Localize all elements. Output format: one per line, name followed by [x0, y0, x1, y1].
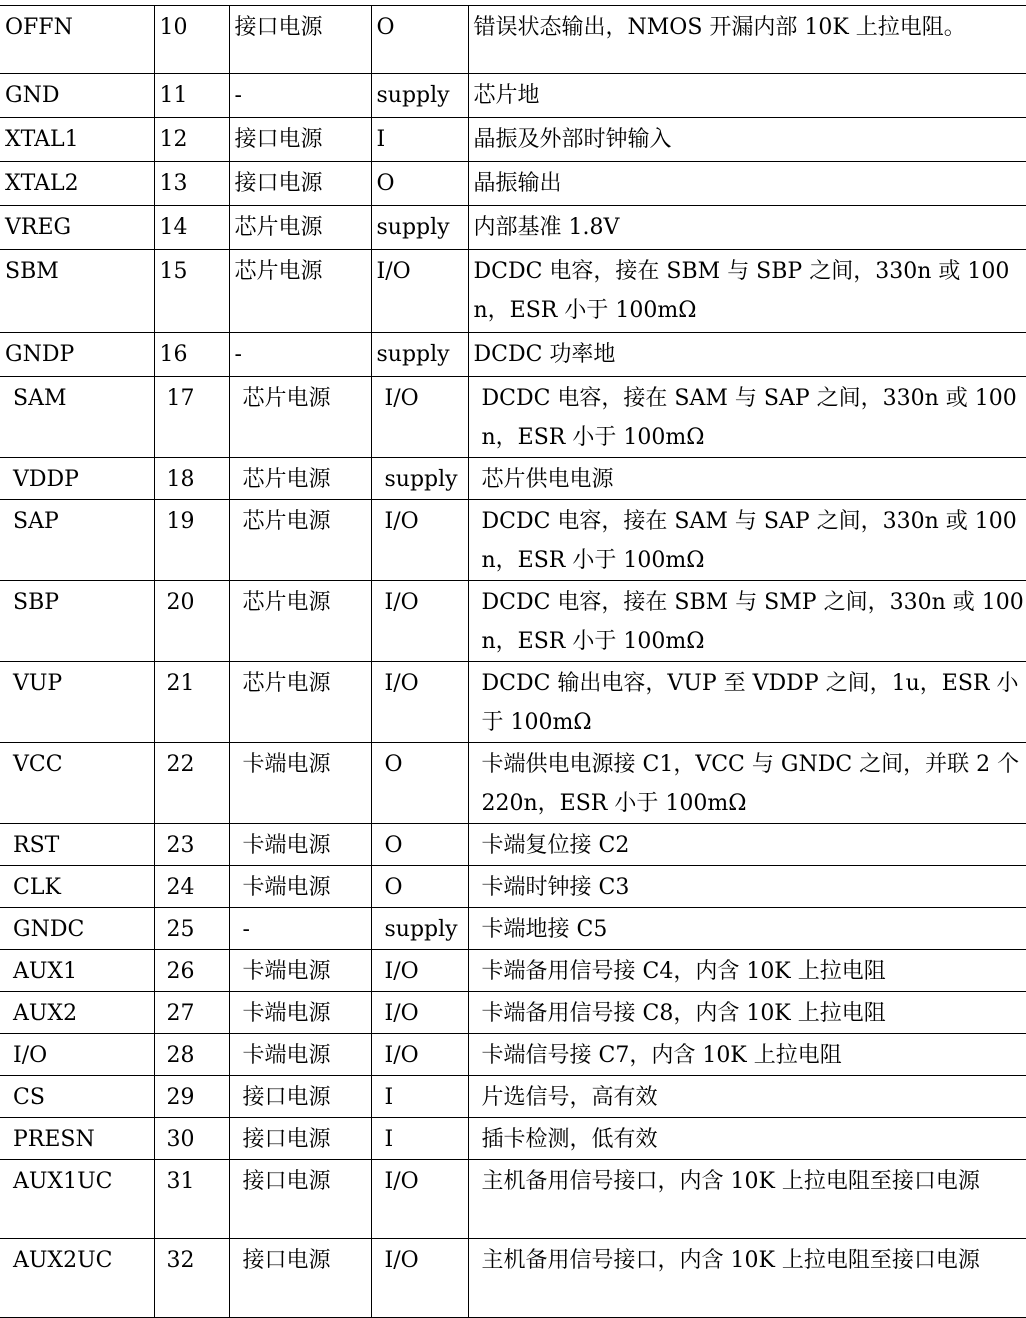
- pin-name-cell: SAP: [0, 500, 154, 581]
- pin-number-cell: 32: [154, 1239, 229, 1318]
- direction-cell: I/O: [371, 950, 468, 992]
- description-cell: 卡端地接 C5: [468, 908, 1026, 950]
- description-cell: DCDC 电容，接在 SAM 与 SAP 之间，330n 或 100n，ESR 小于 100mΩ: [468, 377, 1026, 458]
- table-row: [0, 908, 1026, 950]
- pin-name-cell: VCC: [0, 743, 154, 824]
- direction-cell: O: [371, 743, 468, 824]
- pin-number-cell: 25: [154, 908, 229, 950]
- description-cell: 晶振及外部时钟输入: [468, 118, 1026, 162]
- direction-cell: I/O: [371, 377, 468, 458]
- power-domain-cell: 卡端电源: [229, 1034, 371, 1076]
- pin-number-cell: 21: [154, 662, 229, 743]
- description-cell: 卡端时钟接 C3: [468, 866, 1026, 908]
- power-domain-cell: 接口电源: [229, 1076, 371, 1118]
- pin-number-cell: 13: [154, 162, 229, 206]
- description-cell: 卡端供电电源接 C1，VCC 与 GNDC 之间，并联 2 个 220n，ESR 小于 100mΩ: [468, 743, 1026, 824]
- pin-number-cell: 29: [154, 1076, 229, 1118]
- pin-number-cell: 11: [154, 74, 229, 118]
- description-cell: 错误状态输出，NMOS 开漏内部 10K 上拉电阻。: [468, 6, 1026, 74]
- power-domain-cell: -: [229, 333, 371, 377]
- power-domain-cell: -: [229, 74, 371, 118]
- table-row: [0, 118, 1026, 162]
- description-cell: 卡端备用信号接 C4，内含 10K 上拉电阻: [468, 950, 1026, 992]
- direction-cell: O: [371, 162, 468, 206]
- direction-cell: I/O: [371, 581, 468, 662]
- direction-cell: O: [371, 824, 468, 866]
- power-domain-cell: 芯片电源: [229, 206, 371, 250]
- table-row: [0, 581, 1026, 662]
- description-cell: 芯片供电电源: [468, 458, 1026, 500]
- power-domain-cell: 接口电源: [229, 1239, 371, 1318]
- description-cell: 晶振输出: [468, 162, 1026, 206]
- pin-number-cell: 18: [154, 458, 229, 500]
- pin-name-cell: SBP: [0, 581, 154, 662]
- description-cell: 片选信号，高有效: [468, 1076, 1026, 1118]
- pin-name-cell: GND: [0, 74, 154, 118]
- table-row: [0, 866, 1026, 908]
- power-domain-cell: 芯片电源: [229, 458, 371, 500]
- table-row: [0, 333, 1026, 377]
- table-row: [0, 162, 1026, 206]
- description-cell: 内部基准 1.8V: [468, 206, 1026, 250]
- pin-name-cell: GNDC: [0, 908, 154, 950]
- pin-name-cell: I/O: [0, 1034, 154, 1076]
- direction-cell: O: [371, 866, 468, 908]
- table-row: [0, 950, 1026, 992]
- table-row: [0, 500, 1026, 581]
- pin-name-cell: GNDP: [0, 333, 154, 377]
- power-domain-cell: 接口电源: [229, 1160, 371, 1239]
- power-domain-cell: 接口电源: [229, 162, 371, 206]
- pin-name-cell: VDDP: [0, 458, 154, 500]
- pin-name-cell: AUX2UC: [0, 1239, 154, 1318]
- pin-number-cell: 12: [154, 118, 229, 162]
- pin-number-cell: 22: [154, 743, 229, 824]
- pin-name-cell: OFFN: [0, 6, 154, 74]
- description-cell: 芯片地: [468, 74, 1026, 118]
- description-cell: DCDC 功率地: [468, 333, 1026, 377]
- direction-cell: supply: [371, 74, 468, 118]
- direction-cell: O: [371, 6, 468, 74]
- power-domain-cell: 卡端电源: [229, 992, 371, 1034]
- pin-name-cell: XTAL2: [0, 162, 154, 206]
- direction-cell: I: [371, 118, 468, 162]
- power-domain-cell: 芯片电源: [229, 377, 371, 458]
- power-domain-cell: -: [229, 908, 371, 950]
- power-domain-cell: 卡端电源: [229, 743, 371, 824]
- table-row: [0, 458, 1026, 500]
- table-row: [0, 662, 1026, 743]
- pin-name-cell: SAM: [0, 377, 154, 458]
- direction-cell: I/O: [371, 1034, 468, 1076]
- pin-number-cell: 24: [154, 866, 229, 908]
- power-domain-cell: 芯片电源: [229, 500, 371, 581]
- pin-name-cell: RST: [0, 824, 154, 866]
- direction-cell: supply: [371, 908, 468, 950]
- table-row: [0, 1034, 1026, 1076]
- table-row: [0, 206, 1026, 250]
- direction-cell: I/O: [371, 992, 468, 1034]
- power-domain-cell: 卡端电源: [229, 866, 371, 908]
- pin-number-cell: 23: [154, 824, 229, 866]
- power-domain-cell: 芯片电源: [229, 662, 371, 743]
- power-domain-cell: 卡端电源: [229, 824, 371, 866]
- pin-number-cell: 14: [154, 206, 229, 250]
- direction-cell: I: [371, 1118, 468, 1160]
- table-row: [0, 992, 1026, 1034]
- table-row: [0, 1076, 1026, 1118]
- power-domain-cell: 接口电源: [229, 118, 371, 162]
- description-cell: 卡端复位接 C2: [468, 824, 1026, 866]
- description-cell: 插卡检测，低有效: [468, 1118, 1026, 1160]
- power-domain-cell: 卡端电源: [229, 950, 371, 992]
- direction-cell: I/O: [371, 500, 468, 581]
- pin-number-cell: 20: [154, 581, 229, 662]
- direction-cell: I/O: [371, 662, 468, 743]
- power-domain-cell: 芯片电源: [229, 250, 371, 333]
- pin-name-cell: CS: [0, 1076, 154, 1118]
- pin-name-cell: VREG: [0, 206, 154, 250]
- table-row: [0, 250, 1026, 333]
- direction-cell: I: [371, 1076, 468, 1118]
- table-row: [0, 1239, 1026, 1318]
- description-cell: DCDC 电容，接在 SBM 与 SMP 之间，330n 或 100n，ESR 小于 100mΩ: [468, 581, 1026, 662]
- pin-number-cell: 26: [154, 950, 229, 992]
- pin-name-cell: XTAL1: [0, 118, 154, 162]
- pin-name-cell: AUX1UC: [0, 1160, 154, 1239]
- pin-number-cell: 17: [154, 377, 229, 458]
- pin-name-cell: VUP: [0, 662, 154, 743]
- table-row: [0, 74, 1026, 118]
- pin-number-cell: 10: [154, 6, 229, 74]
- direction-cell: I/O: [371, 250, 468, 333]
- description-cell: DCDC 电容，接在 SBM 与 SBP 之间，330n 或 100n，ESR 小于 100mΩ: [468, 250, 1026, 333]
- direction-cell: I/O: [371, 1239, 468, 1318]
- description-cell: 卡端信号接 C7，内含 10K 上拉电阻: [468, 1034, 1026, 1076]
- pin-name-cell: CLK: [0, 866, 154, 908]
- direction-cell: supply: [371, 333, 468, 377]
- direction-cell: supply: [371, 458, 468, 500]
- pin-name-cell: PRESN: [0, 1118, 154, 1160]
- pin-number-cell: 27: [154, 992, 229, 1034]
- power-domain-cell: 芯片电源: [229, 581, 371, 662]
- pin-number-cell: 19: [154, 500, 229, 581]
- power-domain-cell: 接口电源: [229, 6, 371, 74]
- pin-number-cell: 28: [154, 1034, 229, 1076]
- pin-description-table: [0, 5, 1026, 1318]
- table-row: [0, 6, 1026, 74]
- table-row: [0, 743, 1026, 824]
- description-cell: 卡端备用信号接 C8，内含 10K 上拉电阻: [468, 992, 1026, 1034]
- table-row: [0, 1118, 1026, 1160]
- pin-number-cell: 15: [154, 250, 229, 333]
- description-cell: DCDC 输出电容，VUP 至 VDDP 之间，1u，ESR 小于 100mΩ: [468, 662, 1026, 743]
- description-cell: 主机备用信号接口，内含 10K 上拉电阻至接口电源: [468, 1160, 1026, 1239]
- pin-number-cell: 30: [154, 1118, 229, 1160]
- pin-name-cell: SBM: [0, 250, 154, 333]
- power-domain-cell: 接口电源: [229, 1118, 371, 1160]
- pin-number-cell: 16: [154, 333, 229, 377]
- pin-number-cell: 31: [154, 1160, 229, 1239]
- description-cell: DCDC 电容，接在 SAM 与 SAP 之间，330n 或 100n，ESR 小于 100mΩ: [468, 500, 1026, 581]
- table-row: [0, 824, 1026, 866]
- direction-cell: supply: [371, 206, 468, 250]
- direction-cell: I/O: [371, 1160, 468, 1239]
- description-cell: 主机备用信号接口，内含 10K 上拉电阻至接口电源: [468, 1239, 1026, 1318]
- pin-name-cell: AUX2: [0, 992, 154, 1034]
- pin-name-cell: AUX1: [0, 950, 154, 992]
- table-row: [0, 1160, 1026, 1239]
- table-row: [0, 377, 1026, 458]
